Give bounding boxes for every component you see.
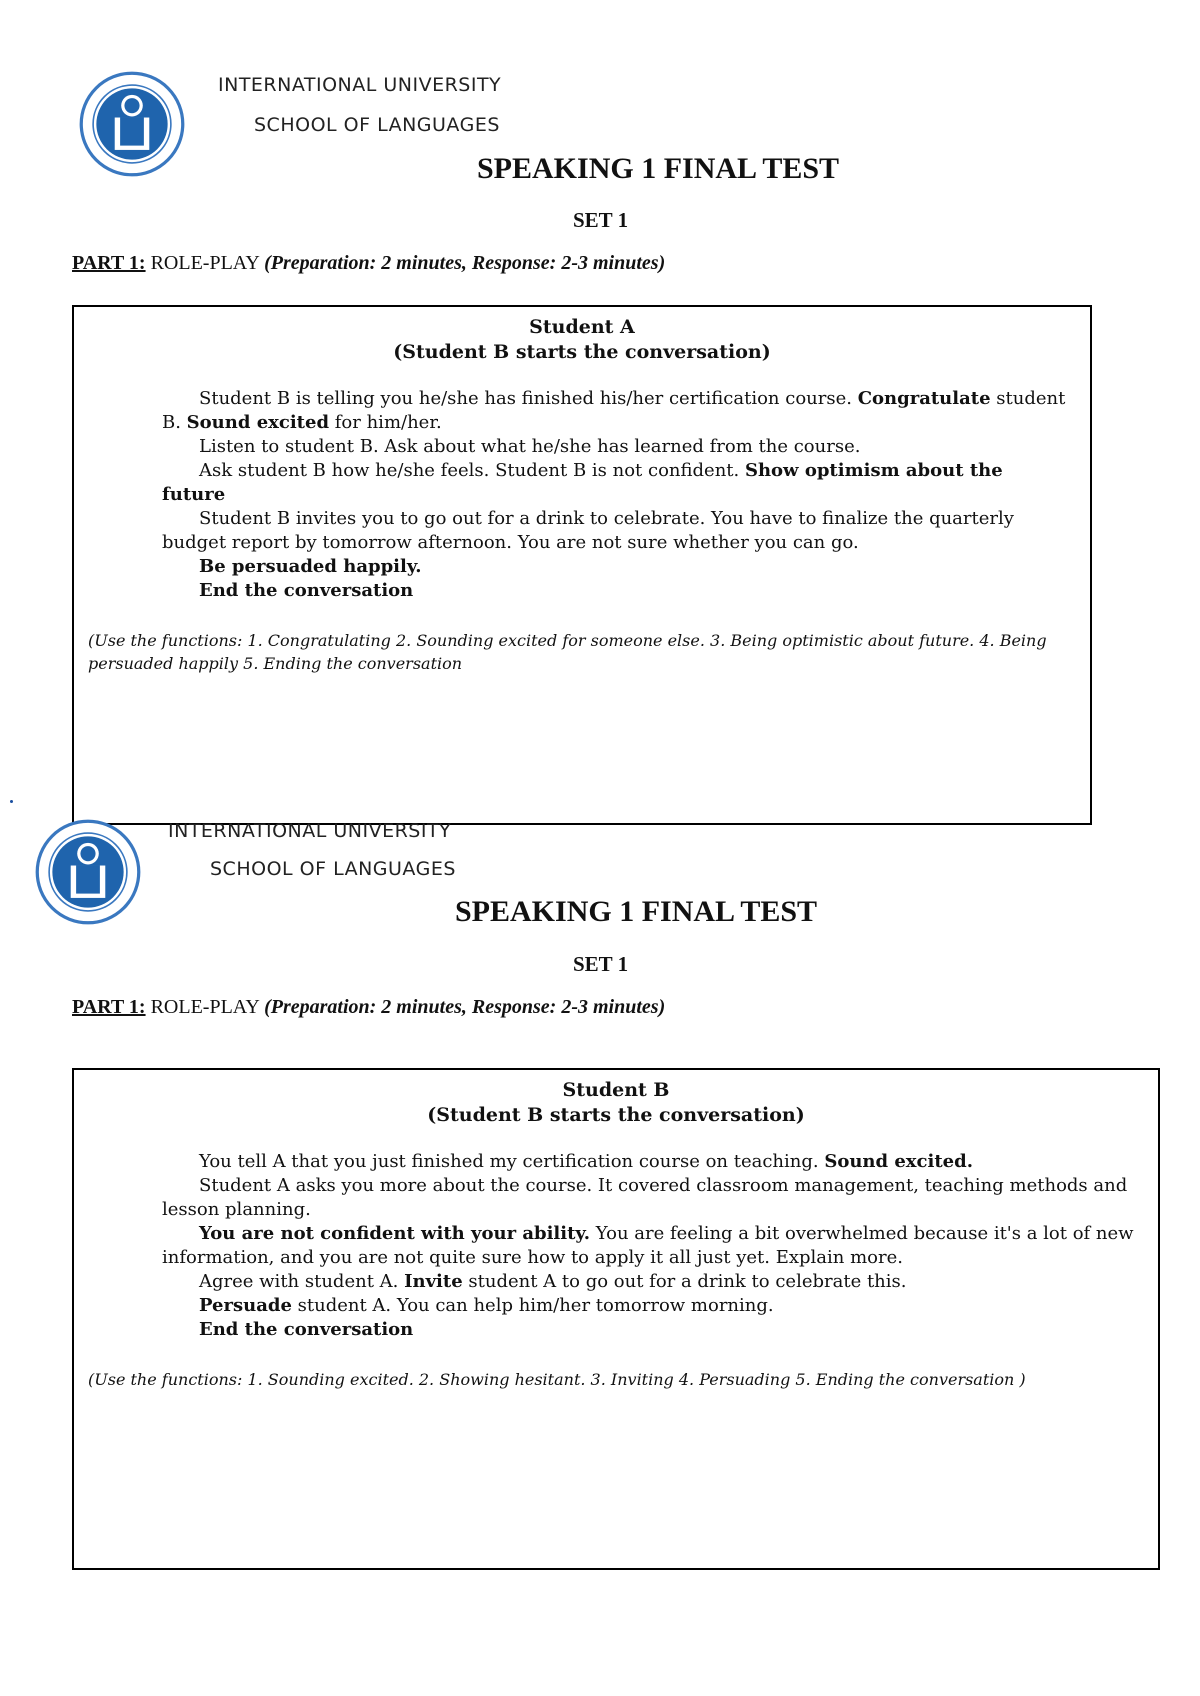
card-heading [74, 1078, 1158, 1128]
part-label: PART 1: [72, 996, 146, 1018]
part-timing: (Preparation: 2 minutes, Response: 2-3 minutes) [264, 996, 666, 1018]
instruction-2: Student A asks you more about the course. It covered classroom management, teaching methods and lesson planning. [162, 1175, 1128, 1220]
instruction-3: Ask student B how he/she feels. Student B is not confident. Show optimism about the future [162, 460, 1003, 505]
university-logo [34, 818, 142, 926]
part-heading [72, 252, 665, 275]
card-subtitle: (Student B starts the conversation) [393, 341, 771, 363]
instruction-5: Be persuaded happily. [199, 556, 422, 577]
card-instructions [162, 1150, 1138, 1342]
part-name: ROLE-PLAY [145, 996, 265, 1018]
card-subtitle: (Student B starts the conversation) [427, 1104, 805, 1126]
card-heading [74, 315, 1090, 365]
card-student: Student B [562, 1079, 670, 1101]
instruction-2: Listen to student B. Ask about what he/she has learned from the course. [199, 436, 861, 457]
set-label: SET 1 [573, 952, 629, 976]
university-name: INTERNATIONAL UNIVERSITY [168, 820, 452, 842]
part-name: ROLE-PLAY [145, 252, 265, 274]
instruction-3: You are not confident with your ability. You are feeling a bit overwhelmed because it's a lot of new information, and you are not quite sure how to apply it all just yet. Explain more. [162, 1223, 1134, 1268]
set-label: SET 1 [573, 208, 629, 232]
part-label: PART 1: [72, 252, 146, 274]
university-logo [78, 70, 186, 178]
school-name: SCHOOL OF LANGUAGES [210, 858, 456, 880]
instruction-5: Persuade student A. You can help him/her tomorrow morning. [199, 1295, 774, 1316]
part-timing: (Preparation: 2 minutes, Response: 2-3 minutes) [264, 252, 666, 274]
instruction-4: Student B invites you to go out for a drink to celebrate. You have to finalize the quarterly budget report by tomorrow afternoon. You are not sure whether you can go. [162, 508, 1014, 553]
functions-note: (Use the functions: 1. Sounding excited. 2. Showing hesitant. 3. Inviting 4. Persuading 5. Ending the conversation ) [88, 1370, 1026, 1389]
stray-dot [10, 800, 13, 803]
university-name: INTERNATIONAL UNIVERSITY [218, 74, 502, 96]
instruction-6: End the conversation [199, 1319, 414, 1340]
test-title: SPEAKING 1 FINAL TEST [477, 152, 840, 185]
test-title: SPEAKING 1 FINAL TEST [455, 895, 818, 928]
instruction-1: You tell A that you just finished my certification course on teaching. Sound excited. [199, 1151, 973, 1172]
instruction-6: End the conversation [199, 580, 414, 601]
functions-note: (Use the functions: 1. Congratulating 2. Sounding excited for someone else. 3. Being optimistic about future. 4. Being persuaded happily 5. Ending the conversation [88, 631, 1047, 673]
school-name: SCHOOL OF LANGUAGES [254, 114, 500, 136]
role-card-student-a [72, 305, 1092, 825]
role-card-student-b [72, 1068, 1160, 1570]
card-instructions [162, 387, 1070, 603]
part-heading [72, 996, 665, 1019]
instruction-1: Student B is telling you he/she has finished his/her certification course. Congratulate student B. Sound excited for him/her. [162, 388, 1066, 433]
card-student: Student A [529, 316, 635, 338]
instruction-4: Agree with student A. Invite student A to go out for a drink to celebrate this. [199, 1271, 907, 1292]
